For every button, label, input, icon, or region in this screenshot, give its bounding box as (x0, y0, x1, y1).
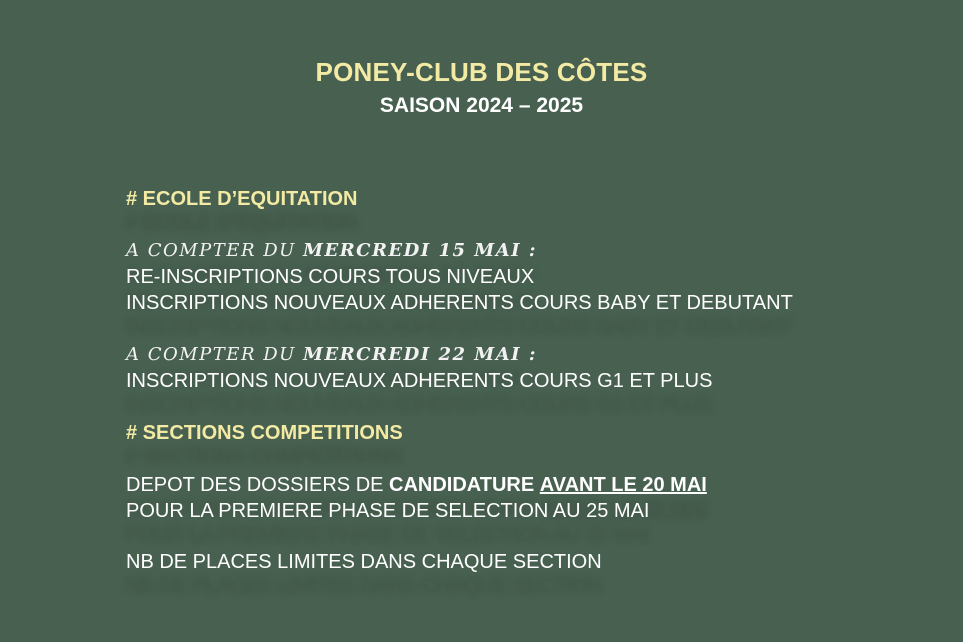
date-2-prefix: A COMPTER DU (126, 344, 304, 365)
places-line: NB DE PLACES LIMITES DANS CHAQUE SECTION (126, 551, 602, 573)
ecole-date-1 (126, 239, 537, 263)
depot-line (126, 473, 707, 497)
date-2-day: MERCREDI 22 MAI : (303, 344, 537, 365)
date-1-prefix: A COMPTER DU (126, 240, 304, 261)
phase-line: POUR LA PREMIERE PHASE DE SELECTION AU 25 MAI (126, 500, 650, 522)
club-title: PONEY-CLUB DES CÔTES (315, 57, 648, 87)
depot-candidature: CANDIDATURE (389, 474, 535, 496)
ecole-heading: # ECOLE D’EQUITATION (126, 188, 358, 210)
nouveaux-g1-line: INSCRIPTIONS NOUVEAUX ADHERENTS COURS G1 ET PLUS (126, 370, 713, 392)
season-subtitle: SAISON 2024 – 2025 (379, 94, 584, 117)
date-1-day: MERCREDI 15 MAI : (303, 240, 537, 261)
reinscriptions-line: RE-INSCRIPTIONS COURS TOUS NIVEAUX (126, 266, 535, 288)
depot-deadline: AVANT LE 20 MAI (539, 474, 707, 496)
competitions-heading: # SECTIONS COMPETITIONS (126, 422, 403, 444)
nouveaux-baby-line: INSCRIPTIONS NOUVEAUX ADHERENTS COURS BABY ET DEBUTANT (126, 292, 793, 314)
ecole-date-2 (126, 343, 537, 367)
depot-prefix: DEPOT DES DOSSIERS DE (126, 474, 390, 496)
